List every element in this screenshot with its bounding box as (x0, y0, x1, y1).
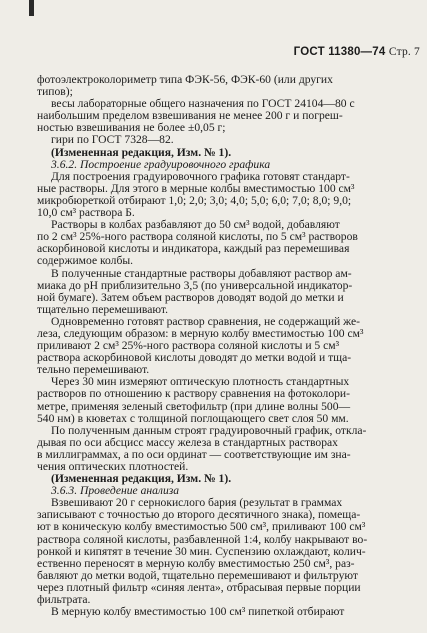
text-line: через плотный фильтр «синяя лента», отбрасывая первые порции (37, 580, 361, 594)
text-line: 3.6.3. Проведение анализа (51, 484, 180, 498)
text-line: тельно перемешивают. (37, 363, 150, 377)
text-line: фильтрата. (37, 593, 91, 607)
text-line: чения оптических плотностей. (37, 460, 189, 473)
standard-number: ГОСТ 11380—74 (293, 46, 386, 58)
text-line: ные растворы. Для этого в мерные колбы вместимостью 100 см³ (37, 181, 355, 195)
text-line: (Измененная редакция, Изм. № 1). (51, 472, 232, 486)
text-line: ют в коническую колбу вместимостью 500 см³, приливают 100 см³ (37, 520, 366, 534)
page-number: Стр. 7 (388, 46, 420, 58)
text-line: Через 30 мин измеряют оптическую плотность стандартных (51, 375, 350, 389)
text-line: 3.6.2. Построение градуировочного графика (51, 157, 271, 171)
text-line: весы лабораторные общего назначения по ГОСТ 24104—80 с (51, 97, 355, 111)
text-line: Одновременно готовят раствор сравнения, не содержащий же- (51, 314, 361, 328)
text-line: в миллиграммах, а по оси ординат — соответствующие им зна- (37, 447, 351, 461)
text-line: ронкой и кипятят в течение 30 мин. Суспензию охлаждают, колич- (37, 544, 366, 558)
text-line: ностью взвешивания не более ±0,05 г; (37, 121, 226, 135)
text-line: В полученные стандартные растворы добавляют раствор ам- (51, 266, 352, 280)
text-line: Для построения градуировочного графика готовят стандарт- (51, 169, 350, 183)
text-line: содержимое колбы. (37, 254, 134, 268)
corner-mark (29, 0, 34, 16)
text-line: по 2 см³ 25%-ного раствора соляной кислоты, по 5 см³ растворов (37, 230, 358, 244)
text-line: аскорбиновой кислоты и индикатора, каждый раз перемешивая (37, 242, 350, 256)
text-line: миака до pH приблизительно 3,5 (по универсальной индикатор- (37, 278, 353, 292)
text-line: гири по ГОСТ 7328—82. (51, 133, 174, 147)
text-line: приливают 2 см³ 25%-ного раствора соляной кислоты и 5 см³ (37, 339, 340, 353)
text-line: микробюреткой отбирают 1,0; 2,0; 3,0; 4,0; 5,0; 6,0; 7,0; 8,0; 9,0; (37, 193, 352, 207)
text-line: записывают с точностью до второго десятичного знака), помеща- (37, 508, 361, 522)
text-line: Растворы в колбах разбавляют до 50 см³ водой, добавляют (51, 218, 340, 232)
text-line: наибольшим пределом взвешивания не менее 200 г и погреш- (37, 109, 343, 123)
text-line: раствора соляной кислоты, разбавленной 1:4, колбу накрывают во- (37, 532, 368, 546)
text-line: метре, применяя зеленый светофильтр (при длине волны 500— (37, 399, 351, 413)
text-line: леза, следующим образом: в мерную колбу вместимостью 100 см³ (37, 326, 364, 340)
text-line: (Измененная редакция, Изм. № 1). (51, 145, 232, 159)
text-line: В мерную колбу вместимостью 100 см³ пипеткой отбирают (51, 605, 345, 619)
text-line: 540 нм) в кюветах с толщиной поглощающего свет слоя 50 мм. (37, 411, 349, 425)
text-line: ественно переносят в мерную колбу вместимостью 250 см³, раз- (37, 556, 355, 570)
text-line: растворов по отношению к раствору сравнения на фотоколори- (37, 387, 350, 401)
body-text (37, 74, 427, 618)
text-line: раствора аскорбиновой кислоты доводят до метки водой и тща- (37, 351, 352, 365)
text-line: Взвешивают 20 г сернокислого бария (результат в граммах (51, 496, 343, 510)
page-header (294, 46, 420, 58)
text-line: тщательно перемешивают. (37, 302, 169, 316)
text-line: ной бумаге). Затем объем растворов доводят водой до метки и (37, 290, 344, 304)
text-line: дывая по оси абсцисс массу железа в стандартных растворах (37, 435, 338, 449)
text-line: фотоэлектроколориметр типа ФЭК-56, ФЭК-60 (или других (37, 73, 333, 86)
text-line: 10,0 см³ раствора Б. (37, 206, 135, 220)
text-line: По полученным данным строят градуировочный график, откла- (51, 423, 367, 437)
text-line: бавляют до метки водой, тщательно перемешивают и фильтруют (37, 568, 358, 582)
text-line: типов); (37, 85, 73, 99)
